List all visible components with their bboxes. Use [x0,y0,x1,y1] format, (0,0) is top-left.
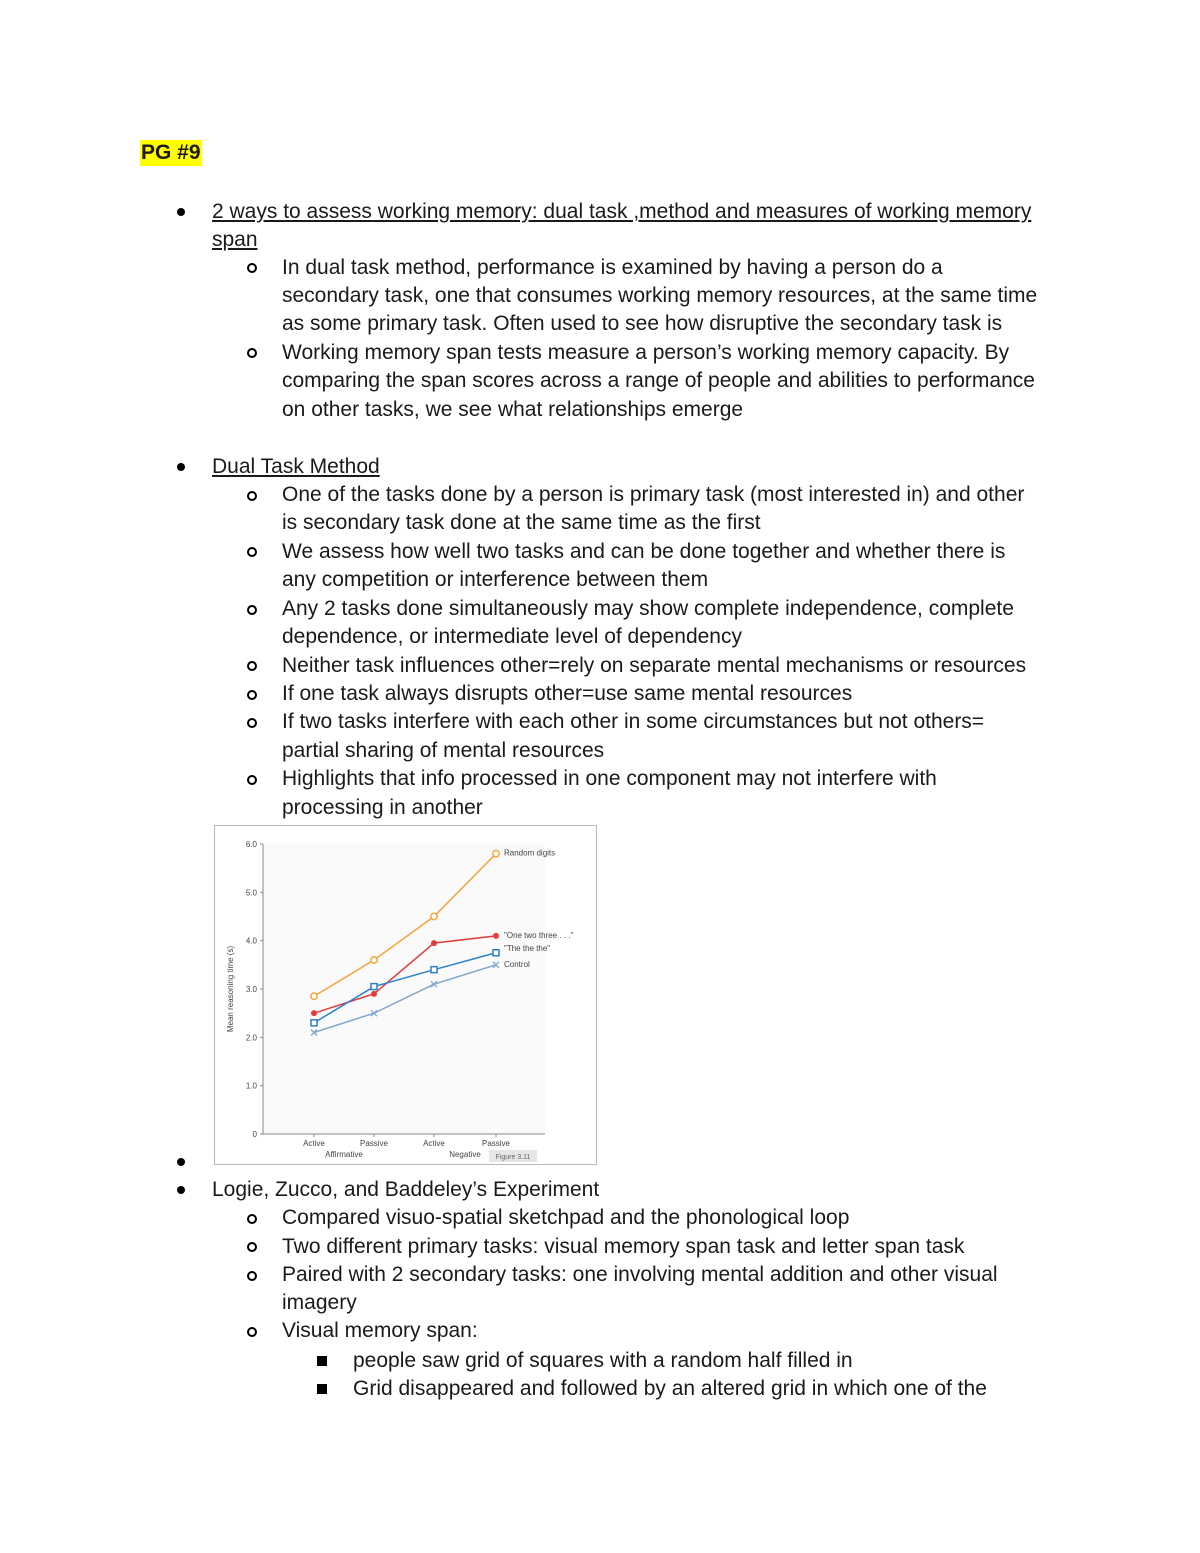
chart-svg [215,826,596,1164]
sub-bullet-circle [247,263,257,273]
y-tick-label: 6.0 [245,840,257,849]
bullet-text: Dual Task Method [212,455,380,478]
sub-bullet-circle [247,1327,257,1337]
sub-bullet-text: Working memory span tests measure a person’s working memory capacity. By [282,341,1010,364]
sub-bullet-circle [247,605,257,615]
series-label: "The the the" [504,943,551,953]
figure-caption: Figure 3.11 [495,1154,531,1161]
bullet-dot [177,1158,185,1166]
sub-bullet-text: dependence, or intermediate level of dependency [282,625,742,648]
x-tick-label: Passive [359,1139,389,1148]
sub-bullet-text: Highlights that info processed in one component may not interfere with [282,767,937,790]
bullet-text: 2 ways to assess working memory: dual task ,method and measures of working memory [212,200,1032,223]
sub-bullet-text: Two different primary tasks: visual memory span task and letter span task [282,1235,965,1258]
bullet-dot [177,208,185,216]
x-tick-label: Passive [481,1139,511,1148]
sub-bullet-circle [247,1271,257,1281]
y-tick-label: 5.0 [245,888,257,898]
sub-bullet-circle [247,775,257,785]
sub-sub-bullet-square [317,1356,327,1366]
data-point [431,913,437,919]
bullet-text: Logie, Zucco, and Baddeley’s Experiment [212,1178,600,1201]
sub-bullet-text: Neither task influences other=rely on separate mental mechanisms or resources [282,654,1027,677]
x-group-label: Negative [449,1150,481,1159]
page-heading: PG #9 [141,141,201,164]
sub-bullet-text: Paired with 2 secondary tasks: one involving mental addition and other visual [282,1263,998,1286]
chart-axes [260,844,545,1162]
sub-bullet-circle [247,348,257,358]
sub-bullet-text: Visual memory span: [282,1319,478,1342]
x-tick-label: Active [303,1139,325,1148]
sub-bullet-text: Compared visuo-spatial sketchpad and the phonological loop [282,1206,850,1229]
sub-bullet-circle [247,491,257,501]
data-point [493,933,499,939]
sub-sub-bullet-square [317,1384,327,1394]
data-point [493,850,499,856]
data-point [371,991,377,997]
sub-bullet-text: We assess how well two tasks and can be done together and whether there is [282,540,1006,563]
x-group-label: Affirmative [325,1150,363,1159]
sub-bullet-text: any competition or interference between them [282,568,709,591]
plot-area [263,844,545,1134]
sub-bullet-text: secondary task, one that consumes working memory resources, at the same time [282,284,1038,307]
y-tick-label: 4.0 [245,936,257,946]
data-point [431,967,437,973]
sub-bullet-text: comparing the span scores across a range of people and abilities to performance [282,369,1035,392]
sub-bullet-text: partial sharing of mental resources [282,739,605,762]
bullet-dot [177,1186,185,1194]
sub-bullet-circle [247,1214,257,1224]
sub-bullet-text: Any 2 tasks done simultaneously may show complete independence, complete [282,597,1014,620]
y-tick-label: 0 [252,1130,257,1139]
series-label: Control [504,959,530,969]
sub-bullet-text: processing in another [282,796,483,819]
series-label: "One two three . . ." [504,930,574,940]
bullet-dot [177,463,185,471]
data-point [371,957,377,963]
data-point [493,950,499,956]
x-tick-label: Active [423,1139,445,1148]
sub-bullet-text: One of the tasks done by a person is primary task (most interested in) and other [282,483,1025,506]
series-label: Random digits [504,848,556,858]
y-tick-label: 1.0 [245,1081,257,1091]
reasoning-time-chart [214,825,597,1165]
sub-bullet-text: is secondary task done at the same time as the first [282,511,761,534]
sub-bullet-circle [247,718,257,728]
sub-sub-bullet-text: Grid disappeared and followed by an altered grid in which one of the [353,1377,987,1400]
data-point [431,940,437,946]
data-point [311,993,317,999]
y-axis-label: Mean reasoning time (s) [226,945,235,1033]
sub-bullet-circle [247,547,257,557]
sub-bullet-text: If two tasks interfere with each other in some circumstances but not others= [282,710,985,733]
data-point [311,1010,317,1016]
sub-bullet-text: as some primary task. Often used to see how disruptive the secondary task is [282,312,1003,335]
y-tick-label: 3.0 [245,985,257,994]
sub-bullet-circle [247,1242,257,1252]
sub-bullet-circle [247,690,257,700]
sub-bullet-text: on other tasks, we see what relationships emerge [282,398,744,421]
y-tick-label: 2.0 [245,1033,257,1043]
sub-bullet-text: imagery [282,1291,357,1314]
data-point [311,1020,317,1026]
bullet-text: span [212,228,258,251]
data-point [371,984,377,990]
sub-bullet-text: If one task always disrupts other=use same mental resources [282,682,853,705]
sub-sub-bullet-text: people saw grid of squares with a random half filled in [353,1349,853,1372]
sub-bullet-circle [247,661,257,671]
sub-bullet-text: In dual task method, performance is examined by having a person do a [282,256,943,279]
